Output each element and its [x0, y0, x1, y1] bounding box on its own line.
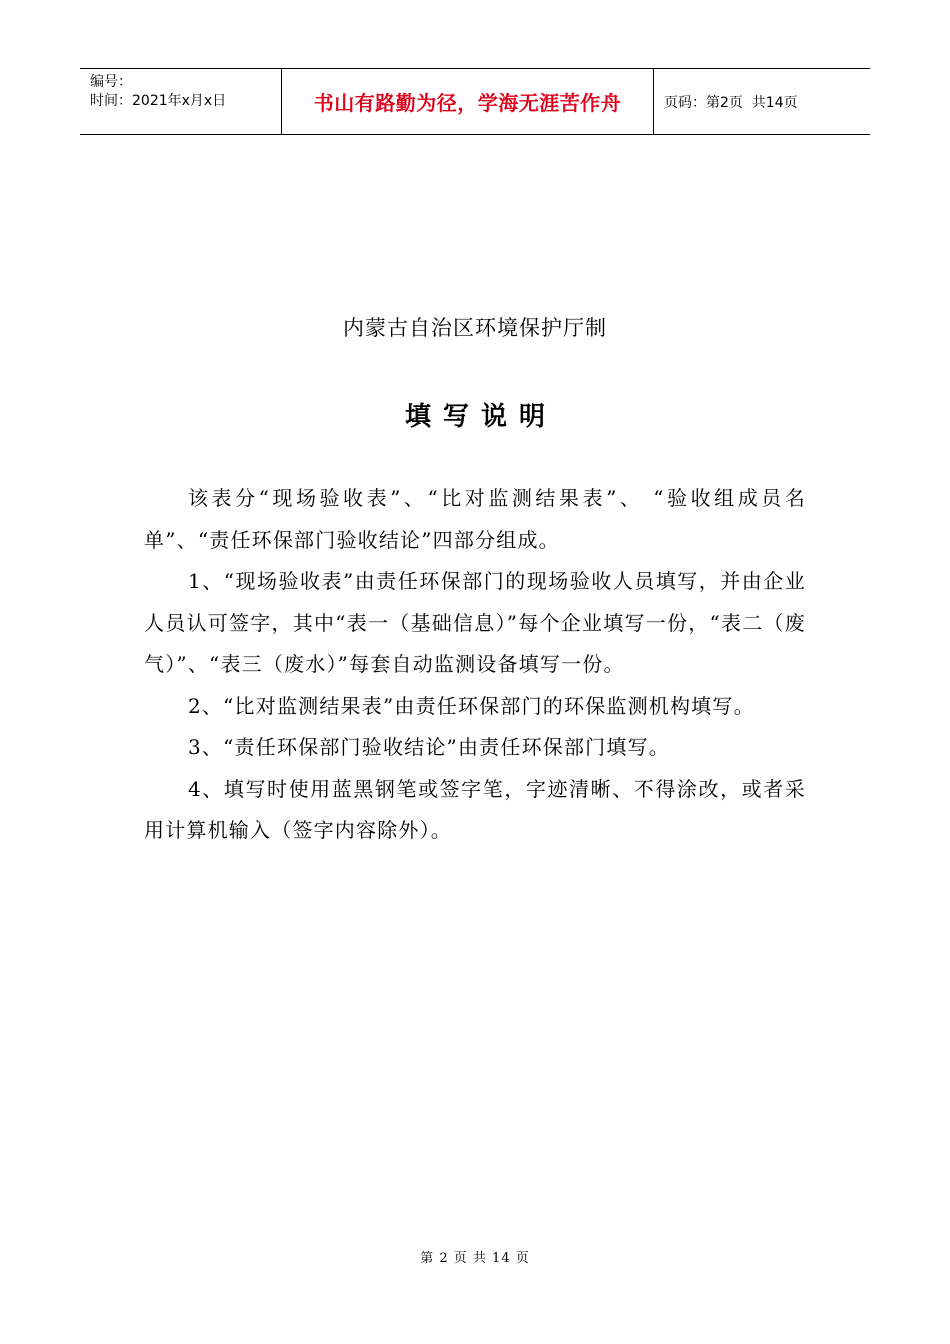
header-page-info-cell	[654, 69, 870, 134]
page-footer: 第 2 页 共 14 页	[420, 1251, 530, 1266]
header-motto: 书山有路勤为径，学海无涯苦作舟	[281, 69, 654, 134]
instruction-paragraph-1: 1、“现场验收表”由责任环保部门的现场验收人员填写，并由企业人员认可签字，其中“表一（基础信息）”每个企业填写一份，“表二（废气）”、“表三（废水）”每套自动监测设备填写一份。	[144, 569, 806, 676]
instruction-paragraph-3: 3、“责任环保部门验收结论”由责任环保部门填写。	[188, 735, 670, 759]
instruction-paragraph-4: 4、填写时使用蓝黑钢笔或签字笔，字迹清晰、不得涂改，或者采用计算机输入（签字内容除外）。	[144, 776, 806, 842]
header-page-info: 页码：第2页 共14页	[664, 94, 798, 111]
header-code-label: 编号：	[90, 74, 132, 90]
instruction-paragraph-intro: 该表分“现场验收表”、“比对监测结果表”、 “验收组成员名单”、“责任环保部门验收结论”四部分组成。	[144, 486, 806, 552]
instructions-body	[144, 478, 806, 852]
page-header	[80, 68, 870, 135]
header-time-label: 时间：2021年x月x日	[90, 93, 227, 109]
document-title: 填写说明	[404, 402, 557, 432]
instruction-paragraph-2: 2、“比对监测结果表”由责任环保部门的环保监测机构填写。	[188, 693, 755, 718]
header-meta	[80, 69, 281, 134]
issuing-agency: 内蒙古自治区环境保护厅制	[343, 316, 607, 340]
